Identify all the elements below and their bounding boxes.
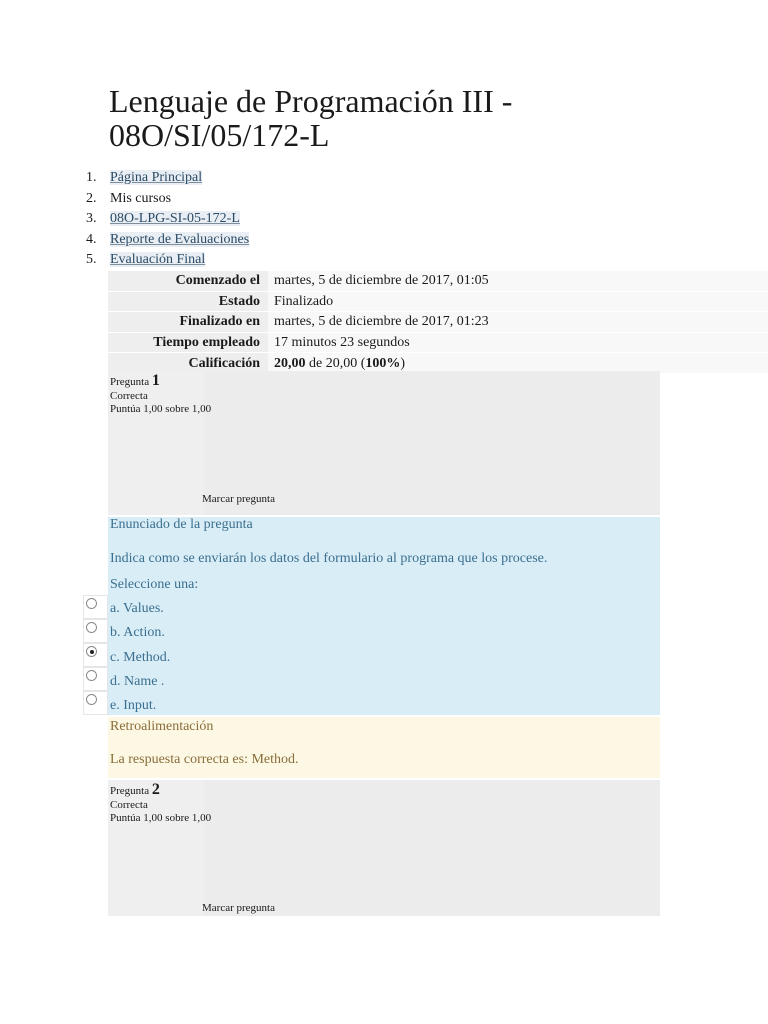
summary-row-started (108, 271, 768, 291)
radio-option-e[interactable] (86, 694, 97, 705)
breadcrumb-item-course (86, 209, 249, 230)
question-label: Pregunta (110, 785, 150, 797)
summary-value: martes, 5 de diciembre de 2017, 01:23 (268, 312, 768, 333)
question-points: Puntúa 1,00 sobre 1,00 (110, 403, 212, 415)
summary-value: Finalizado (268, 291, 768, 312)
summary-label: Finalizado en (108, 312, 268, 333)
question-number: 2 (151, 781, 160, 798)
question-status: Correcta (110, 799, 148, 811)
breadcrumb-link-reports[interactable]: Reporte de Evaluaciones (110, 231, 250, 247)
summary-label: Tiempo empleado (108, 332, 268, 353)
breadcrumb-link-final-exam[interactable]: Evaluación Final (110, 252, 206, 267)
breadcrumb (86, 168, 249, 271)
flag-question-link[interactable]: Marcar pregunta (202, 493, 275, 505)
question-header (110, 374, 160, 389)
radio-option-d[interactable] (86, 670, 97, 681)
question-status: Correcta (110, 390, 148, 402)
question-formulation (108, 517, 660, 715)
course-title-line1: Lenguaje de Programación III - (109, 83, 513, 119)
flag-question-link[interactable]: Marcar pregunta (202, 902, 275, 914)
answer-option-b[interactable]: b. Action. (110, 625, 165, 640)
summary-value: martes, 5 de diciembre de 2017, 01:05 (268, 271, 768, 291)
breadcrumb-number: 2. (86, 190, 97, 206)
answer-option-c[interactable]: c. Method. (110, 650, 171, 665)
breadcrumb-item-final-exam (86, 250, 249, 271)
breadcrumb-number: 3. (86, 211, 97, 226)
summary-value: 17 minutos 23 segundos (268, 332, 768, 353)
feedback-box (108, 717, 660, 778)
breadcrumb-item-home (86, 168, 249, 189)
question-label: Pregunta (110, 376, 150, 388)
question-number: 1 (151, 372, 160, 389)
radio-option-c[interactable] (86, 646, 97, 657)
course-title (109, 84, 709, 152)
radio-option-a[interactable] (86, 598, 97, 609)
feedback-text: La respuesta correcta es: Method. (110, 752, 299, 767)
breadcrumb-label-my-courses: Mis cursos (110, 190, 172, 206)
breadcrumb-item-my-courses (86, 189, 249, 210)
summary-row-time (108, 332, 768, 353)
question-heading: Enunciado de la pregunta (110, 517, 253, 532)
question-info-1 (108, 371, 660, 515)
breadcrumb-number: 5. (86, 252, 97, 267)
grade-percent: 100% (365, 355, 401, 371)
question-text: Indica como se enviarán los datos del formulario al programa que los procese. (110, 551, 548, 566)
question-info-2 (108, 780, 660, 916)
summary-row-finished (108, 312, 768, 333)
breadcrumb-item-reports (86, 230, 249, 251)
answer-option-d[interactable]: d. Name . (110, 674, 165, 689)
answer-option-a[interactable]: a. Values. (110, 601, 164, 616)
attempt-summary-table (108, 271, 768, 374)
summary-row-state (108, 291, 768, 312)
answer-prompt: Seleccione una: (110, 577, 199, 592)
radio-option-b[interactable] (86, 622, 97, 633)
summary-label: Calificación (108, 353, 268, 374)
breadcrumb-number: 4. (86, 231, 97, 247)
feedback-heading: Retroalimentación (110, 719, 214, 734)
breadcrumb-number: 1. (86, 170, 97, 185)
breadcrumb-link-home[interactable]: Página Principal (110, 170, 203, 185)
question-header (110, 783, 160, 798)
question-points: Puntúa 1,00 sobre 1,00 (110, 812, 212, 824)
breadcrumb-link-course[interactable]: 08O-LPG-SI-05-172-L (110, 211, 240, 226)
grade-close: ) (400, 355, 406, 371)
summary-label: Comenzado el (108, 271, 268, 291)
grade-of: de 20,00 ( (305, 355, 366, 371)
course-title-line2: 08O/SI/05/172-L (109, 117, 330, 153)
answer-option-e[interactable]: e. Input. (110, 698, 157, 713)
grade-score: 20,00 (274, 355, 306, 371)
summary-label: Estado (108, 291, 268, 312)
